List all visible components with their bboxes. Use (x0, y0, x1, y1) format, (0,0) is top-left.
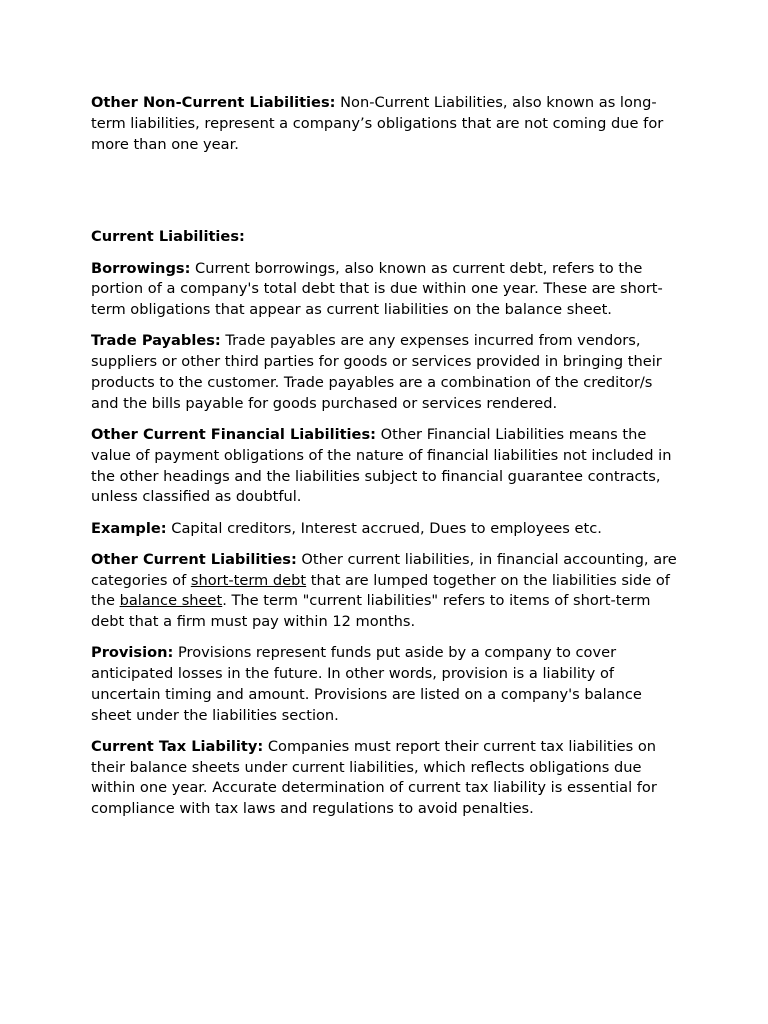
definition-provision: Provisions represent funds put aside by a company to cover anticipated losses in the future. In other words, provision is a liability of uncertain timing and amount. Provisions are listed on a company's balance sheet under the liabilities section. (91, 644, 642, 724)
heading-current-liabilities: Current Liabilities: (91, 228, 245, 246)
term-other-current-financial-liabilities: Other Current Financial Liabilities: (91, 425, 376, 443)
term-current-tax-liability: Current Tax Liability: (91, 737, 264, 755)
term-example: Example: (91, 519, 167, 537)
definition-other-non-current-liabilities: Non-Current Liabilities, also known as long-term liabilities, represent a company’s obligations that are not coming due for more than one year. (91, 94, 664, 153)
definition-other-current-liabilities-part-2: that are lumped together on the liabilities side of the (91, 571, 670, 610)
term-other-current-liabilities: Other Current Liabilities: (91, 550, 297, 568)
definition-borrowings: Current borrowings, also known as current debt, refers to the portion of a company's total debt that is due within one year. These are short-term obligations that appear as current liabilities on the balance sheet. (91, 259, 663, 319)
paragraph-borrowings (91, 259, 683, 321)
definition-current-tax-liability: Companies must report their current tax liabilities on their balance sheets under current liabilities, which reflects obligations due within one year. Accurate determination of current tax liability is essential for compliance with tax laws and regulations to avoid penalties. (91, 737, 657, 818)
definition-other-current-liabilities-part-1: Other current liabilities, in financial accounting, are categories of (91, 550, 677, 589)
definition-trade-payables: Trade payables are any expenses incurred from vendors, suppliers or other third parties for goods or services provided in bringing their products to the customer. Trade payables are a combination of the creditor/s and the bills payable for goods purchased or services rendered. (91, 332, 662, 412)
paragraph-current-tax-liability (91, 737, 683, 820)
paragraph-trade-payables (91, 331, 683, 414)
term-borrowings: Borrowings: (91, 259, 191, 277)
document-page (91, 93, 683, 820)
term-trade-payables: Trade Payables: (91, 332, 221, 350)
balance-sheet-link[interactable]: balance sheet (119, 592, 223, 610)
short-term-debt-link[interactable]: short-term debt (190, 571, 307, 589)
paragraph-other-current-liabilities (91, 550, 683, 633)
paragraph-other-non-current-liabilities (91, 93, 683, 155)
example-text: Capital creditors, Interest accrued, Dues to employees etc. (166, 519, 602, 537)
definition-other-current-liabilities-part-3: . The term "current liabilities" refers to items of short-term debt that a firm must pay within 12 months. (91, 592, 651, 631)
paragraph-provision (91, 643, 683, 726)
definition-other-current-financial-liabilities: Other Financial Liabilities means the value of payment obligations of the nature of financial liabilities not included in the other headings and the liabilities subject to financial guarantee contracts, unless classified as doubtful. (91, 425, 672, 506)
term-other-non-current-liabilities: Other Non-Current Liabilities: (91, 94, 336, 111)
term-provision: Provision: (91, 644, 174, 662)
paragraph-example (91, 519, 683, 540)
paragraph-other-current-financial-liabilities (91, 425, 683, 508)
